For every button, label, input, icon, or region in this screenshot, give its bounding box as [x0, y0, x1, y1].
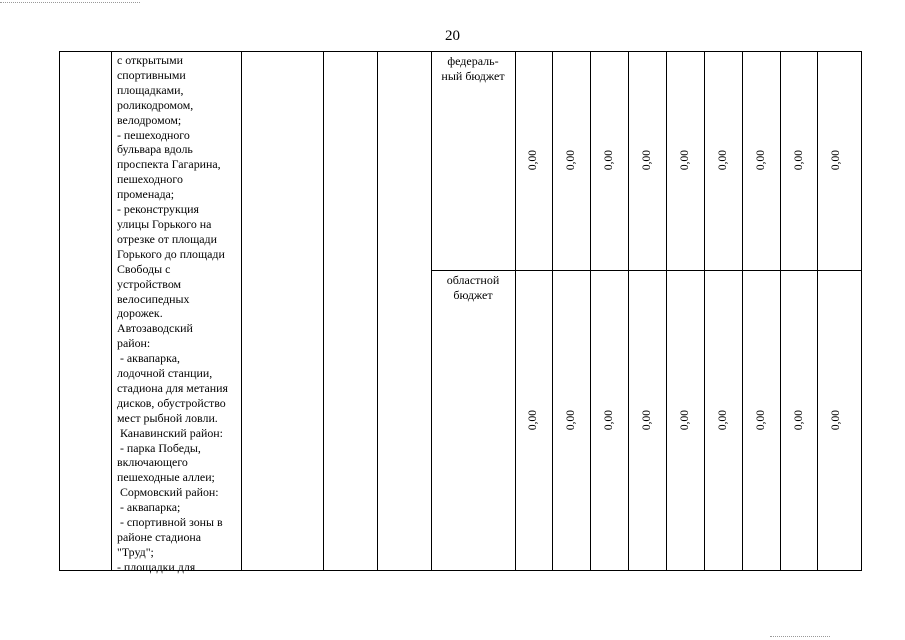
value-cell: 0,00: [830, 149, 842, 171]
value-cell: 0,00: [717, 149, 729, 171]
description-line: Горького до площади: [117, 246, 225, 261]
description-line: Свободы с: [117, 261, 171, 276]
value-cell: 0,00: [603, 149, 615, 171]
column-divider: [515, 52, 516, 570]
description-line: с открытыми: [117, 53, 184, 67]
description-line: Канавинский район:: [117, 425, 223, 440]
value-cell: 0,00: [603, 409, 615, 431]
row-divider: [431, 270, 861, 271]
description-line: включающего: [117, 455, 188, 470]
value-cell: 0,00: [717, 409, 729, 431]
scan-artifact: [0, 2, 140, 3]
column-divider: [323, 52, 324, 570]
description-line: спортивными: [117, 67, 186, 82]
description-line: велосипедных: [117, 291, 190, 306]
value-cell: 0,00: [755, 409, 767, 431]
description-line: площадками,: [117, 82, 184, 97]
column-divider: [780, 52, 781, 570]
description-line: - аквапарка;: [117, 500, 181, 515]
description-line: променада;: [117, 187, 175, 202]
description-line: отрезке от площади: [117, 231, 217, 246]
value-cell: 0,00: [793, 149, 805, 171]
description-line: район:: [117, 336, 151, 351]
page-number: 20: [445, 28, 460, 44]
column-divider: [628, 52, 629, 570]
description-line: районе стадиона: [117, 530, 202, 544]
description-line: - аквапарка,: [117, 351, 180, 366]
description-line: дорожек.: [117, 306, 163, 321]
value-cell: 0,00: [679, 409, 691, 431]
scan-artifact: [770, 636, 830, 637]
description-line: Сормовский район:: [117, 485, 219, 500]
description-line: Автозаводский: [117, 321, 193, 336]
value-cell: 0,00: [830, 409, 842, 431]
value-cell: 0,00: [793, 409, 805, 431]
value-cell: 0,00: [641, 149, 653, 171]
column-divider: [817, 52, 818, 570]
description-line: лодочной станции,: [117, 366, 213, 381]
description-line: мест рыбной ловли.: [117, 410, 218, 425]
description-line: бульвара вдоль: [117, 142, 193, 157]
description-line: проспекта Гагарина,: [117, 157, 221, 172]
description-line: пешеходного: [117, 172, 183, 187]
description-line: - реконструкция: [117, 202, 199, 217]
activity-description: [117, 53, 245, 575]
column-divider: [111, 52, 112, 570]
column-divider: [431, 52, 432, 570]
value-cell: 0,00: [565, 149, 577, 171]
funding-source-federal: федераль- ный бюджет: [441, 54, 505, 83]
description-line: пешеходные аллеи;: [117, 470, 215, 485]
value-cell: 0,00: [565, 409, 577, 431]
description-line: "Труд";: [117, 544, 154, 559]
value-cell: 0,00: [527, 149, 539, 171]
description-line: дисков, обустройство: [117, 395, 226, 410]
description-line: - парка Победы,: [117, 440, 201, 455]
description-line: - пешеходного: [117, 127, 190, 142]
funding-source-regional: областной бюджет: [446, 273, 500, 302]
column-divider: [742, 52, 743, 570]
description-line: велодромом;: [117, 112, 182, 127]
description-line: роликодромом,: [117, 97, 194, 112]
description-line: - площадки для: [117, 559, 196, 574]
column-divider: [666, 52, 667, 570]
description-line: устройством: [117, 276, 182, 291]
value-cell: 0,00: [679, 149, 691, 171]
column-divider: [377, 52, 378, 570]
column-divider: [704, 52, 705, 570]
value-cell: 0,00: [755, 149, 767, 171]
column-divider: [590, 52, 591, 570]
value-cell: 0,00: [527, 409, 539, 431]
program-table: [59, 51, 862, 574]
column-divider: [552, 52, 553, 570]
description-line: улицы Горького на: [117, 216, 212, 231]
value-cell: 0,00: [641, 409, 653, 431]
description-line: стадиона для метания: [117, 380, 228, 395]
description-line: - спортивной зоны в: [117, 515, 223, 530]
